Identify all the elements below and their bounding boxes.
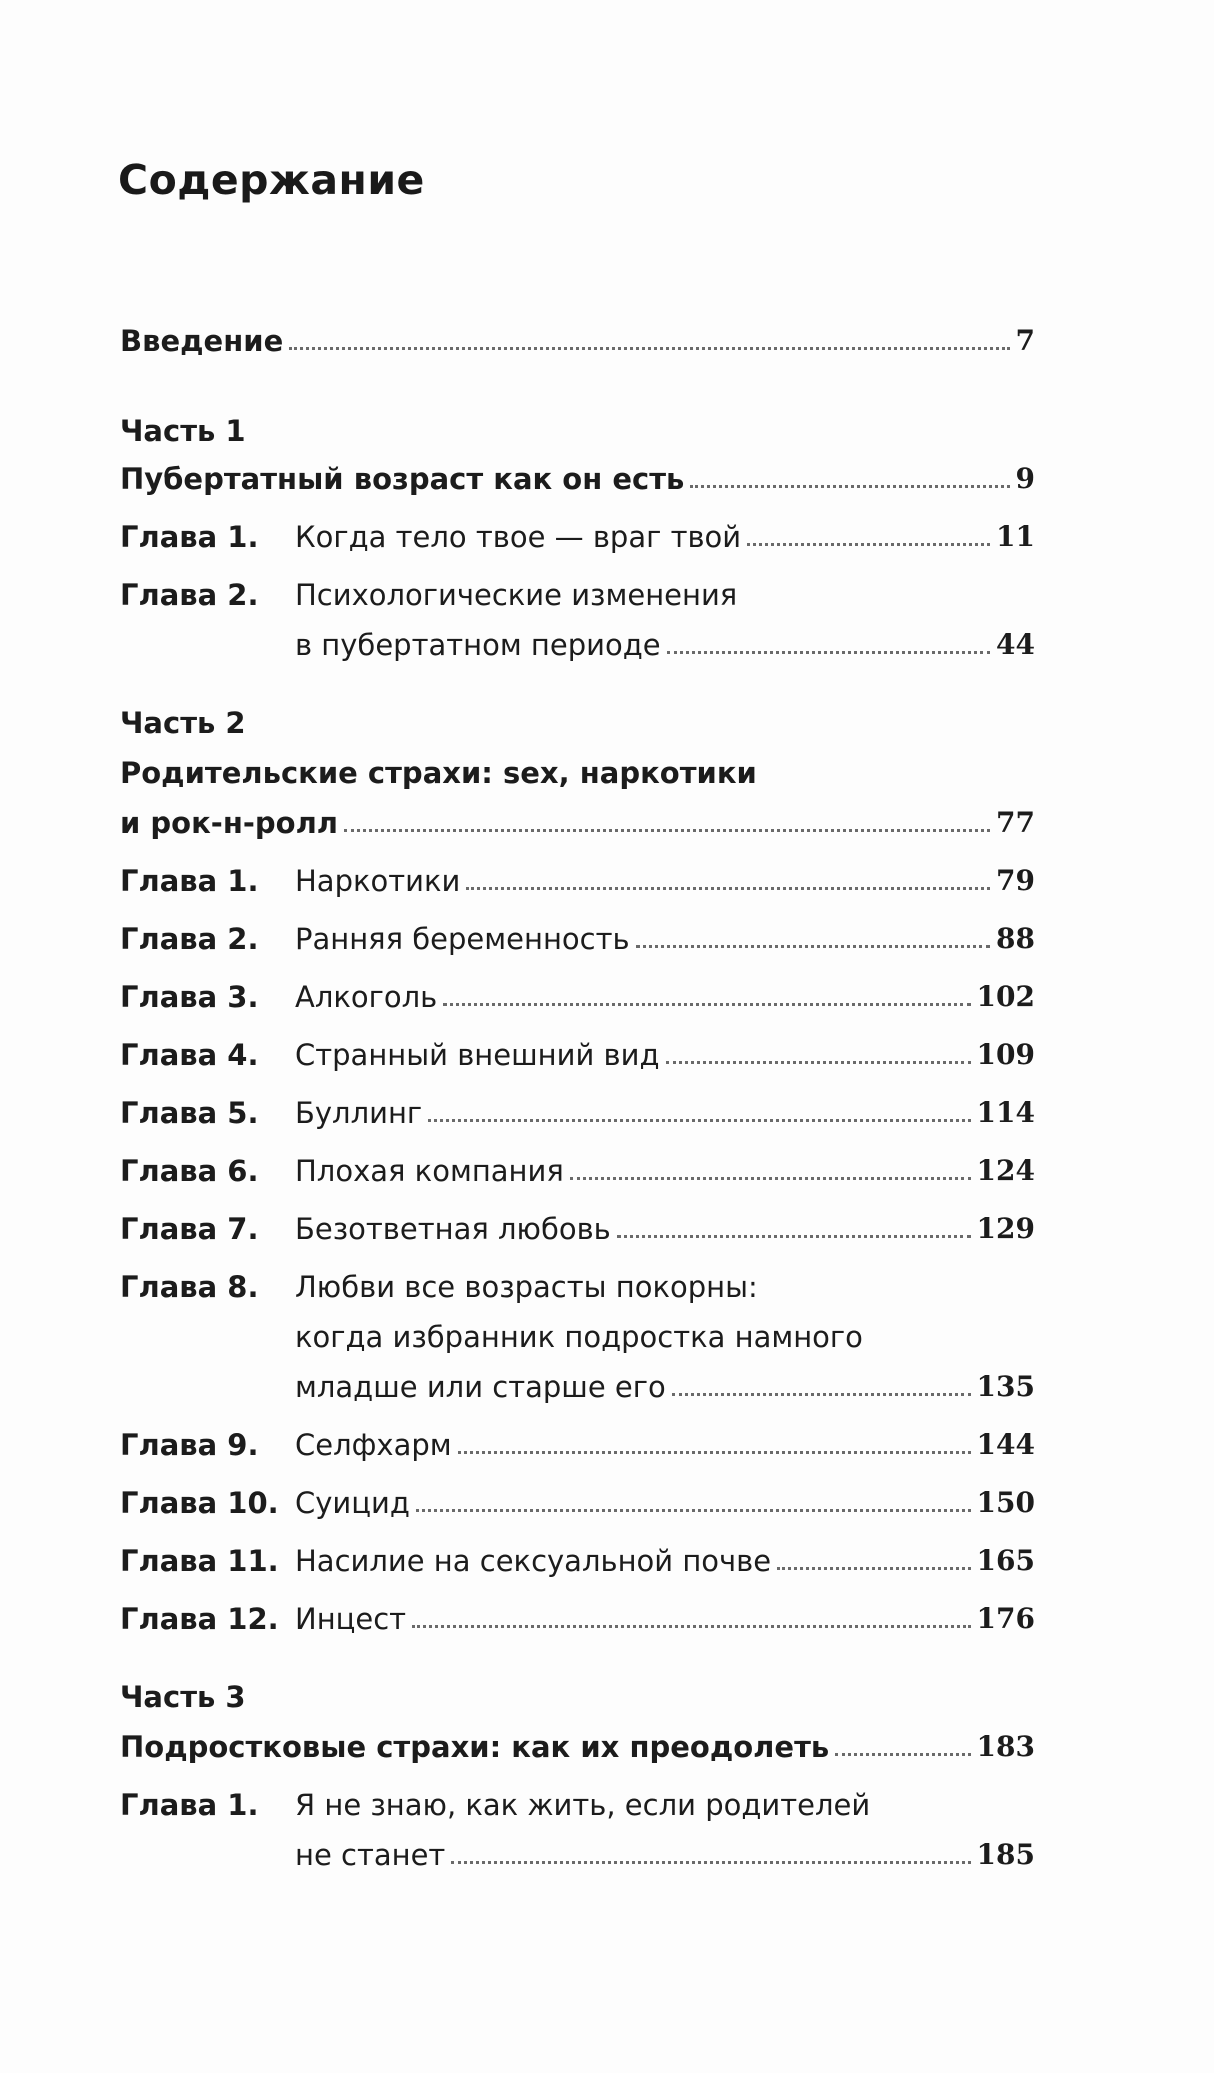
page-title: Содержание bbox=[118, 156, 425, 204]
dot-leader bbox=[416, 1509, 971, 1512]
chapter-label: Глава 1. bbox=[120, 1788, 259, 1822]
toc-entry-title: Подростковые страхи: как их преодолеть bbox=[120, 1730, 830, 1764]
chapter-title: Странный внешний вид bbox=[295, 1038, 660, 1072]
chapter-label: Глава 12. bbox=[120, 1602, 279, 1636]
toc-entry-title: и рок-н-ролл bbox=[120, 806, 339, 840]
dot-leader bbox=[289, 347, 1009, 350]
page-number: 176 bbox=[976, 1602, 1035, 1635]
toc-entry-chapter[interactable] bbox=[120, 1480, 1035, 1520]
dot-leader bbox=[690, 485, 1009, 488]
page-number: 44 bbox=[996, 628, 1035, 661]
toc-entry-chapter[interactable] bbox=[120, 514, 1035, 554]
toc-entry-chapter[interactable] bbox=[120, 1422, 1035, 1462]
dot-leader bbox=[617, 1235, 971, 1238]
dot-leader bbox=[666, 1061, 971, 1064]
part-label: Часть 2 bbox=[120, 706, 246, 740]
chapter-label: Глава 4. bbox=[120, 1038, 259, 1072]
toc-entry-chapter[interactable] bbox=[120, 1032, 1035, 1072]
chapter-title: младше или старше его bbox=[295, 1370, 666, 1404]
dot-leader bbox=[636, 945, 990, 948]
dot-leader bbox=[835, 1753, 970, 1756]
page-number: 114 bbox=[976, 1096, 1035, 1129]
dot-leader bbox=[672, 1393, 971, 1396]
chapter-title: Буллинг bbox=[295, 1096, 423, 1130]
chapter-title: Суицид bbox=[295, 1486, 410, 1520]
dot-leader bbox=[466, 887, 990, 890]
part-label: Часть 1 bbox=[120, 414, 246, 448]
part-label: Часть 3 bbox=[120, 1680, 246, 1714]
chapter-label: Глава 1. bbox=[120, 864, 259, 898]
chapter-title: когда избранник подростка намного bbox=[295, 1320, 863, 1354]
toc-entry-chapter[interactable] bbox=[120, 1090, 1035, 1130]
chapter-title: Когда тело твое — враг твой bbox=[295, 520, 742, 554]
toc-entry-chapter[interactable] bbox=[120, 974, 1035, 1014]
dot-leader bbox=[458, 1451, 971, 1454]
toc-entry-part-3[interactable] bbox=[120, 1724, 1035, 1764]
dot-leader bbox=[412, 1625, 970, 1628]
toc-entry-chapter[interactable] bbox=[120, 916, 1035, 956]
chapter-title: Любви все возрасты покорны: bbox=[295, 1270, 758, 1304]
chapter-label: Глава 1. bbox=[120, 520, 259, 554]
chapter-title: Ранняя беременность bbox=[295, 922, 630, 956]
toc-entry-title: Родительские страхи: sex, наркотики bbox=[120, 756, 757, 790]
toc-entry-chapter-continued[interactable] bbox=[120, 1314, 1035, 1354]
toc-entry-part-2-continued[interactable] bbox=[120, 800, 1035, 840]
page-number: 144 bbox=[976, 1428, 1035, 1461]
chapter-label: Глава 10. bbox=[120, 1486, 279, 1520]
toc-entry-part-2[interactable] bbox=[120, 750, 1035, 790]
dot-leader bbox=[443, 1003, 970, 1006]
page-number: 124 bbox=[976, 1154, 1035, 1187]
chapter-label: Глава 8. bbox=[120, 1270, 259, 1304]
chapter-title: Алкоголь bbox=[295, 980, 438, 1014]
toc-entry-chapter[interactable] bbox=[120, 858, 1035, 898]
toc-entry-chapter[interactable] bbox=[120, 1206, 1035, 1246]
dot-leader bbox=[777, 1567, 970, 1570]
chapter-title: Селфхарм bbox=[295, 1428, 452, 1462]
chapter-title: Насилие на сексуальной почве bbox=[295, 1544, 772, 1578]
chapter-label: Глава 2. bbox=[120, 922, 259, 956]
chapter-label: Глава 3. bbox=[120, 980, 259, 1014]
page-number: 88 bbox=[996, 922, 1035, 955]
dot-leader bbox=[570, 1177, 971, 1180]
chapter-title: Психологические изменения bbox=[295, 578, 738, 612]
page-number: 9 bbox=[1015, 462, 1035, 495]
toc-entry-chapter[interactable] bbox=[120, 1538, 1035, 1578]
chapter-label: Глава 11. bbox=[120, 1544, 279, 1578]
toc-entry-chapter[interactable] bbox=[120, 572, 1035, 612]
toc-entry-title: Введение bbox=[120, 324, 284, 358]
toc-entry-chapter-continued[interactable] bbox=[120, 1832, 1035, 1872]
dot-leader bbox=[451, 1861, 970, 1864]
page-number: 129 bbox=[976, 1212, 1035, 1245]
chapter-label: Глава 6. bbox=[120, 1154, 259, 1188]
toc-entry-part-1[interactable] bbox=[120, 456, 1035, 496]
chapter-label: Глава 9. bbox=[120, 1428, 259, 1462]
toc-entry-chapter[interactable] bbox=[120, 1596, 1035, 1636]
toc-entry-chapter[interactable] bbox=[120, 1264, 1035, 1304]
page-number: 77 bbox=[996, 806, 1035, 839]
page-number: 7 bbox=[1015, 324, 1035, 357]
page-number: 102 bbox=[976, 980, 1035, 1013]
chapter-title: в пубертатном периоде bbox=[295, 628, 661, 662]
dot-leader bbox=[667, 651, 990, 654]
toc-entry-title: Пубертатный возраст как он есть bbox=[120, 462, 685, 496]
toc-entry-chapter-continued[interactable] bbox=[120, 622, 1035, 662]
chapter-title: Безответная любовь bbox=[295, 1212, 611, 1246]
page-number: 79 bbox=[996, 864, 1035, 897]
chapter-label: Глава 2. bbox=[120, 578, 259, 612]
chapter-title: Я не знаю, как жить, если родителей bbox=[295, 1788, 871, 1822]
chapter-label: Глава 7. bbox=[120, 1212, 259, 1246]
chapter-label: Глава 5. bbox=[120, 1096, 259, 1130]
page-number: 150 bbox=[976, 1486, 1035, 1519]
chapter-title: Плохая компания bbox=[295, 1154, 564, 1188]
toc-entry-chapter[interactable] bbox=[120, 1148, 1035, 1188]
page-number: 11 bbox=[996, 520, 1035, 553]
page-number: 165 bbox=[976, 1544, 1035, 1577]
chapter-title: Инцест bbox=[295, 1602, 407, 1636]
page-number: 135 bbox=[976, 1370, 1035, 1403]
chapter-title: Наркотики bbox=[295, 864, 461, 898]
toc-entry-intro[interactable] bbox=[120, 318, 1035, 358]
dot-leader bbox=[344, 829, 990, 832]
chapter-title: не станет bbox=[295, 1838, 446, 1872]
page-number: 109 bbox=[976, 1038, 1035, 1071]
page-number: 185 bbox=[976, 1838, 1035, 1871]
dot-leader bbox=[428, 1119, 970, 1122]
toc-entry-chapter[interactable] bbox=[120, 1782, 1035, 1822]
page-number: 183 bbox=[976, 1730, 1035, 1763]
toc-entry-chapter-continued[interactable] bbox=[120, 1364, 1035, 1404]
dot-leader bbox=[747, 543, 990, 546]
